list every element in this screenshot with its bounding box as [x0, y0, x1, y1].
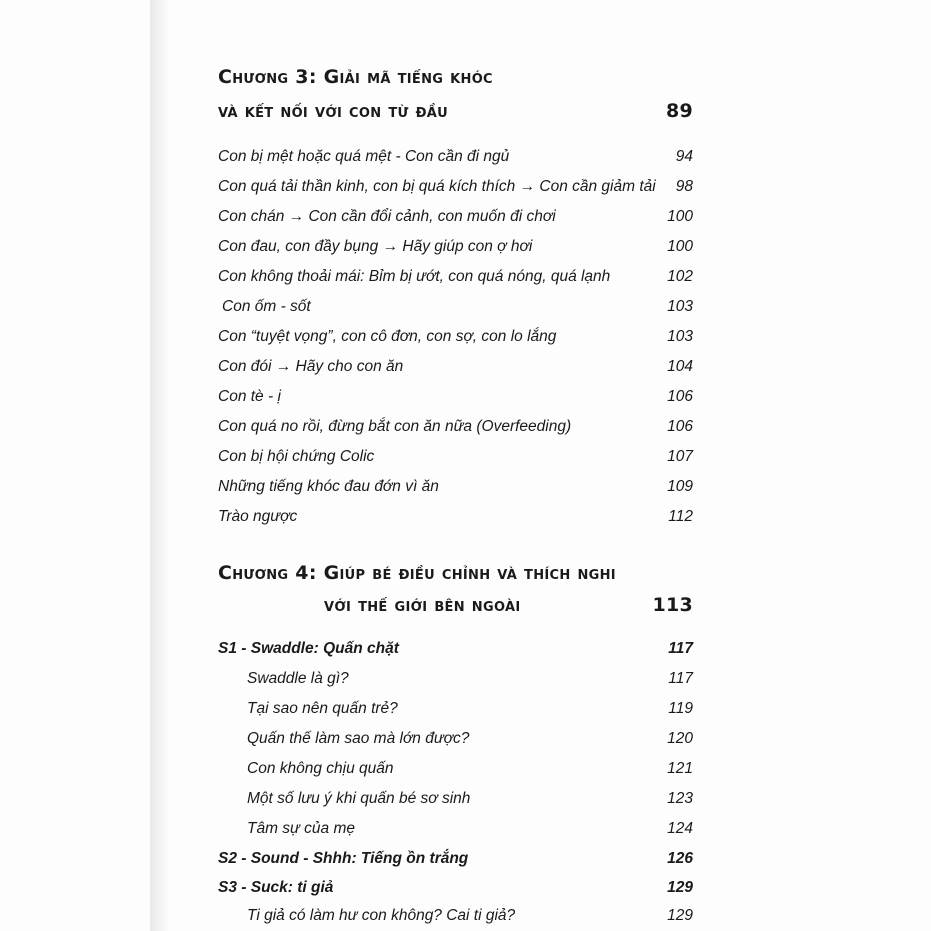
- toc-entry-page: 100: [667, 208, 693, 225]
- toc-entry-title: Con tè - ị: [218, 388, 281, 405]
- toc-entry-page: 126: [667, 850, 693, 867]
- chapter-4-title-line2: với thế giới bên ngoài: [324, 594, 521, 616]
- toc-entry-page: 124: [667, 820, 693, 837]
- chapter-3-title-line2: và kết nối với con từ đầu: [218, 100, 448, 122]
- toc-entry[interactable]: [218, 298, 693, 320]
- toc-entry-page: 103: [667, 298, 693, 315]
- chapter-3-page-number: 89: [665, 100, 693, 122]
- toc-entry[interactable]: [218, 268, 693, 290]
- toc-entry[interactable]: [218, 418, 693, 440]
- toc-subentry[interactable]: [247, 670, 693, 692]
- toc-entry-title: Con không chịu quấn: [247, 760, 394, 777]
- toc-subentry[interactable]: [247, 790, 693, 812]
- toc-entry-title: Con bị mệt hoặc quá mệt - Con cần đi ngủ: [218, 148, 510, 165]
- toc-entry-title: Con quá tải thần kinh, con bị quá kích thích → Con cần giảm tải: [218, 178, 656, 195]
- toc-entry-page: 103: [667, 328, 693, 345]
- toc-subentry[interactable]: [247, 760, 693, 782]
- toc-entry[interactable]: [218, 448, 693, 470]
- toc-entry[interactable]: [218, 388, 693, 410]
- toc-entry-title: Con bị hội chứng Colic: [218, 448, 375, 465]
- toc-subentry[interactable]: [247, 820, 693, 842]
- toc-entry-title: Con chán → Con cần đổi cảnh, con muốn đi chơi: [218, 208, 556, 225]
- toc-entry-page: 106: [667, 418, 693, 435]
- toc-entry-title: Con ốm - sốt: [222, 298, 311, 315]
- toc-entry[interactable]: [218, 178, 693, 200]
- toc-entry-page: 119: [668, 700, 693, 717]
- toc-entry[interactable]: [218, 208, 693, 230]
- toc-subentry[interactable]: [247, 700, 693, 722]
- toc-entry-title: Con đau, con đầy bụng → Hãy giúp con ợ hơi: [218, 238, 533, 255]
- toc-entry-page: 112: [668, 508, 693, 525]
- toc-entry-title: Ti giả có làm hư con không? Cai ti giả?: [247, 907, 516, 924]
- toc-entry-page: 100: [667, 238, 693, 255]
- toc-entry-title: S3 - Suck: ti giả: [218, 879, 334, 896]
- toc-entry-title: Con quá no rồi, đừng bắt con ăn nữa (Overfeeding): [218, 418, 572, 435]
- toc-entry[interactable]: [218, 508, 693, 530]
- toc-entry-title: Một số lưu ý khi quấn bé sơ sinh: [247, 790, 471, 807]
- toc-entry-title: Những tiếng khóc đau đớn vì ăn: [218, 478, 439, 495]
- toc-section-entry[interactable]: [218, 879, 693, 901]
- toc-entry[interactable]: [218, 238, 693, 260]
- toc-entry[interactable]: [218, 478, 693, 500]
- toc-entry-title: Con “tuyệt vọng”, con cô đơn, con sợ, con lo lắng: [218, 328, 557, 345]
- toc-entry-page: 120: [667, 730, 693, 747]
- toc-entry-page: 117: [668, 640, 693, 657]
- toc-subentry[interactable]: [247, 730, 693, 752]
- toc-entry-title: Trào ngược: [218, 508, 298, 525]
- toc-entry-title: S2 - Sound - Shhh: Tiếng ồn trắng: [218, 850, 469, 867]
- toc-entry-title: Con đói → Hãy cho con ăn: [218, 358, 404, 375]
- toc-section-entry[interactable]: [218, 640, 693, 662]
- toc-entry[interactable]: [218, 328, 693, 350]
- toc-entry-page: 117: [668, 670, 693, 687]
- toc-entry-title: Tại sao nên quấn trẻ?: [247, 700, 398, 717]
- toc-entry[interactable]: [218, 148, 693, 170]
- toc-entry-page: 94: [675, 148, 693, 165]
- toc-entry-title: Swaddle là gì?: [247, 670, 349, 687]
- toc-section-entry[interactable]: [218, 850, 693, 872]
- toc-entry-page: 121: [667, 760, 693, 777]
- toc-entry-title: Quấn thế làm sao mà lớn được?: [247, 730, 470, 747]
- page-gutter-shadow: [150, 0, 170, 931]
- chapter-4-title-line1: Chương 4: Giúp bé điều chỉnh và thích nghi: [218, 562, 616, 584]
- toc-entry-page: 107: [667, 448, 693, 465]
- chapter-4-page-number: 113: [652, 594, 693, 616]
- toc-entry-page: 106: [667, 388, 693, 405]
- toc-subentry[interactable]: [247, 907, 693, 929]
- toc-entry-page: 102: [667, 268, 693, 285]
- toc-entry-title: Con không thoải mái: Bỉm bị ướt, con quá nóng, quá lạnh: [218, 268, 611, 285]
- toc-entry-page: 129: [667, 907, 693, 924]
- chapter-4-heading: [218, 562, 693, 622]
- chapter-3-title-line1: Chương 3: Giải mã tiếng khóc: [218, 66, 493, 88]
- toc-entry-page: 109: [667, 478, 693, 495]
- toc-entry-title: Tâm sự của mẹ: [247, 820, 356, 837]
- toc-entry-title: S1 - Swaddle: Quấn chặt: [218, 640, 399, 657]
- toc-entry-page: 123: [667, 790, 693, 807]
- toc-entry-page: 98: [675, 178, 693, 195]
- toc-entry[interactable]: [218, 358, 693, 380]
- toc-entry-page: 129: [667, 879, 693, 896]
- toc-entry-page: 104: [667, 358, 693, 375]
- chapter-3-heading: [218, 66, 693, 126]
